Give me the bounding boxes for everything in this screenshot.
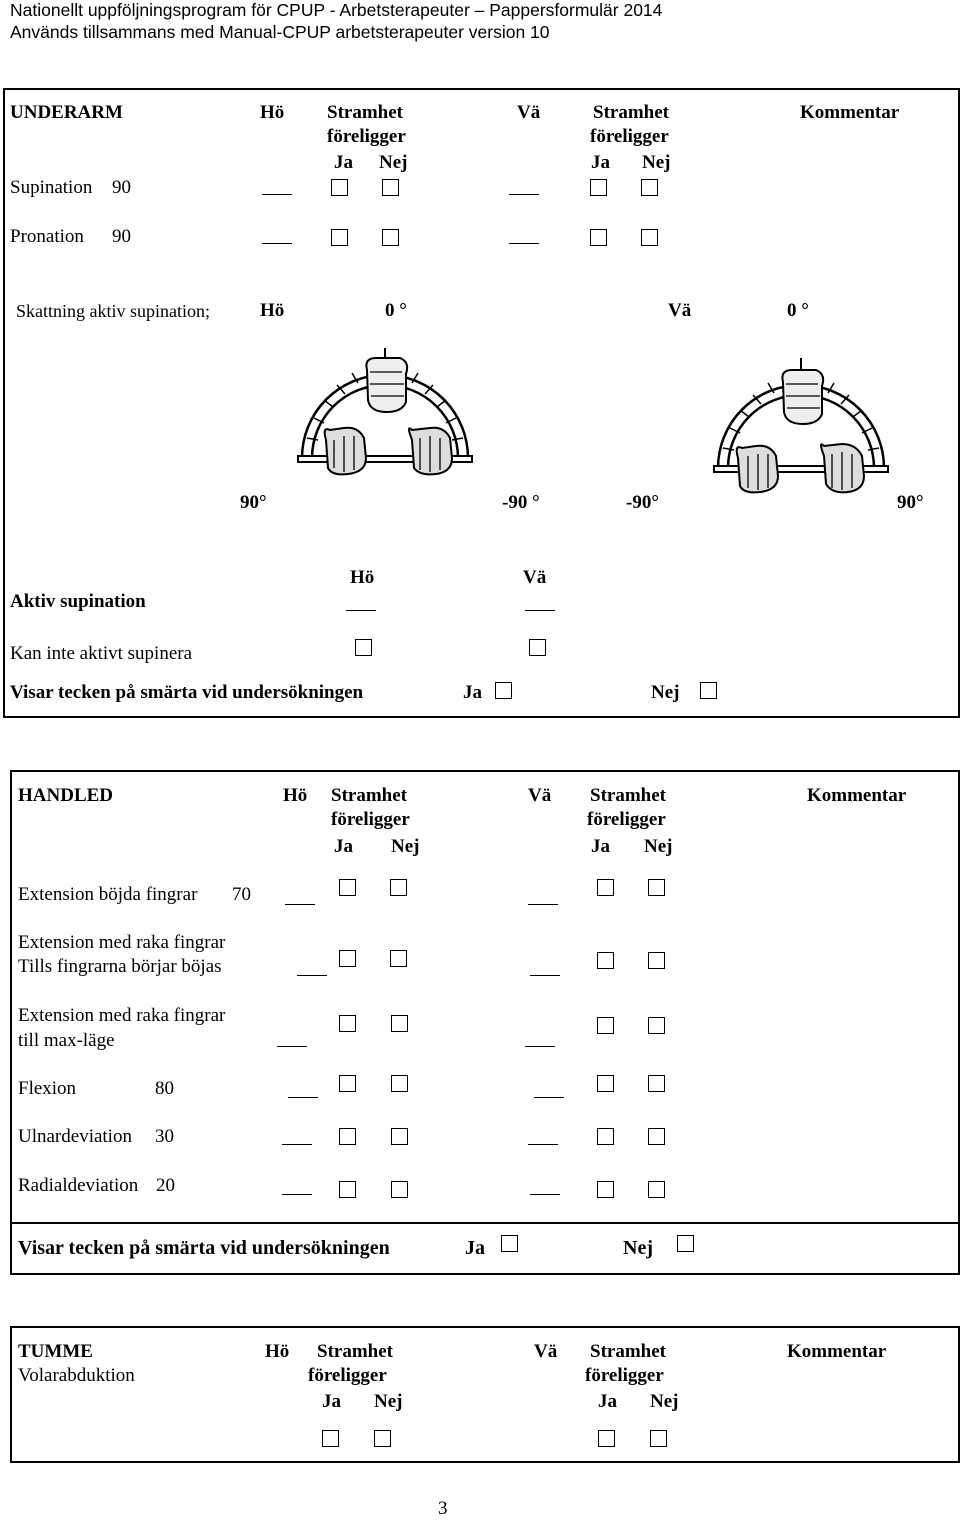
pronation-label: Pronation — [10, 226, 84, 247]
handled-row2-ho-ja-checkbox[interactable] — [339, 950, 356, 967]
handled-row3-ho-nej-checkbox[interactable] — [391, 1015, 408, 1032]
skattning-ho: Hö — [260, 300, 285, 321]
underarm-va-nej: Nej — [642, 152, 671, 173]
handled-row4-va-ja-checkbox[interactable] — [597, 1075, 614, 1092]
handled-row6-label: Radialdeviation — [18, 1175, 139, 1196]
tumme-va-ja: Ja — [598, 1391, 617, 1412]
underarm-ho-header: Hö — [260, 102, 285, 123]
supination-value: 90 — [112, 177, 131, 198]
underarm-pain-ja-label: Ja — [463, 682, 482, 703]
handled-row4-ho-ja-checkbox[interactable] — [339, 1075, 356, 1092]
handled-row6-ho-ja-checkbox[interactable] — [339, 1181, 356, 1198]
aktiv-ho-header: Hö — [350, 567, 375, 588]
pronation-value: 90 — [112, 226, 131, 247]
handled-va-header: Vä — [528, 785, 552, 806]
handled-row2-va-ja-checkbox[interactable] — [597, 952, 614, 969]
handled-pain-ja-checkbox[interactable] — [501, 1235, 518, 1252]
document-header-line2: Används tillsammans med Manual-CPUP arbetsterapeuter version 10 — [10, 22, 550, 42]
underarm-title: UNDERARM — [10, 102, 123, 123]
underarm-ho-stramhet: Stramhet — [327, 102, 403, 123]
handled-row1-value: 70 — [232, 884, 251, 905]
supination-ho-ja-checkbox[interactable] — [331, 179, 348, 196]
handled-row4-va-nej-checkbox[interactable] — [648, 1075, 665, 1092]
tumme-va-stramhet: Stramhet — [590, 1341, 666, 1362]
handled-pain-nej-checkbox[interactable] — [677, 1235, 694, 1252]
handled-row3-ho-ja-checkbox[interactable] — [339, 1015, 356, 1032]
handled-row5-value: 30 — [155, 1126, 174, 1147]
tumme-row-label: Volarabduktion — [18, 1365, 135, 1386]
skattning-va: Vä — [668, 300, 692, 321]
handled-row3-va-nej-checkbox[interactable] — [648, 1017, 665, 1034]
aktiv-supination-label: Aktiv supination — [10, 591, 146, 612]
page-number: 3 — [438, 1498, 448, 1519]
underarm-ho-foreligger: föreligger — [327, 126, 406, 147]
handled-row2-label: Extension med raka fingrar — [18, 932, 226, 953]
handled-row5-ho-nej-checkbox[interactable] — [391, 1128, 408, 1145]
tumme-va-foreligger: föreligger — [585, 1365, 664, 1386]
handled-ho-stramhet: Stramhet — [331, 785, 407, 806]
underarm-pain-label: Visar tecken på smärta vid undersökningen — [10, 682, 364, 703]
supination-ho-nej-checkbox[interactable] — [382, 179, 399, 196]
handled-row1-ho-input[interactable] — [285, 904, 315, 905]
handled-row6-ho-input[interactable] — [282, 1194, 312, 1195]
handled-row6-va-input[interactable] — [530, 1194, 560, 1195]
underarm-va-ja: Ja — [591, 152, 610, 173]
handled-row5-ho-input[interactable] — [282, 1144, 312, 1145]
handled-row1-va-nej-checkbox[interactable] — [648, 879, 665, 896]
handled-pain-ja-label: Ja — [465, 1237, 485, 1259]
handled-row5-va-ja-checkbox[interactable] — [597, 1128, 614, 1145]
tumme-va-nej-checkbox[interactable] — [650, 1430, 667, 1447]
underarm-va-stramhet: Stramhet — [593, 102, 669, 123]
handled-row5-label: Ulnardeviation — [18, 1126, 132, 1147]
pronation-va-input[interactable] — [509, 243, 539, 244]
handled-va-stramhet: Stramhet — [590, 785, 666, 806]
aktiv-va-header: Vä — [523, 567, 547, 588]
aktiv-supination-ho-input[interactable] — [346, 610, 376, 611]
handled-row2-ho-nej-checkbox[interactable] — [390, 950, 407, 967]
tumme-ho-ja: Ja — [322, 1391, 341, 1412]
handled-row6-value: 20 — [156, 1175, 175, 1196]
handled-pain-nej-label: Nej — [623, 1237, 653, 1259]
skattning-ho-value: 0 ° — [385, 300, 407, 321]
scale-label-right-va: 90° — [897, 492, 924, 513]
underarm-kommentar-header: Kommentar — [800, 102, 900, 123]
handled-ho-header: Hö — [283, 785, 308, 806]
pronation-va-ja-checkbox[interactable] — [590, 229, 607, 246]
handled-row3-va-input[interactable] — [525, 1046, 555, 1047]
tumme-ho-header: Hö — [265, 1341, 290, 1362]
handled-row5-va-nej-checkbox[interactable] — [648, 1128, 665, 1145]
supination-scale-illustration-right — [708, 352, 894, 500]
tumme-va-header: Vä — [534, 1341, 558, 1362]
document-header-line1: Nationellt uppföljningsprogram för CPUP - Arbetsterapeuter – Pappersformulär 2014 — [10, 0, 663, 20]
handled-title: HANDLED — [18, 785, 114, 806]
tumme-title: TUMME — [18, 1341, 93, 1362]
pronation-ho-input[interactable] — [262, 243, 292, 244]
underarm-va-header: Vä — [517, 102, 541, 123]
tumme-ho-foreligger: föreligger — [308, 1365, 387, 1386]
skattning-va-value: 0 ° — [787, 300, 809, 321]
scale-label-right-ho: -90 ° — [502, 492, 540, 513]
handled-row3-label2: till max-läge — [18, 1030, 115, 1051]
handled-row1-ho-ja-checkbox[interactable] — [339, 879, 356, 896]
scale-label-left-va: -90° — [626, 492, 659, 513]
kan-inte-va-checkbox[interactable] — [529, 639, 546, 656]
handled-row4-va-input[interactable] — [534, 1097, 564, 1098]
pronation-ho-ja-checkbox[interactable] — [331, 229, 348, 246]
scale-label-left-ho: 90° — [240, 492, 267, 513]
supination-label: Supination — [10, 177, 93, 198]
handled-va-foreligger: föreligger — [587, 809, 666, 830]
handled-row1-label: Extension böjda fingrar — [18, 884, 198, 905]
handled-row2-label2: Tills fingrarna börjar böjas — [18, 956, 222, 977]
underarm-ho-ja: Ja — [334, 152, 353, 173]
supination-ho-input[interactable] — [262, 194, 292, 195]
handled-pain-label: Visar tecken på smärta vid undersökningen — [18, 1237, 390, 1259]
handled-row6-ho-nej-checkbox[interactable] — [391, 1181, 408, 1198]
handled-va-ja: Ja — [591, 836, 610, 857]
handled-row2-ho-input[interactable] — [297, 975, 327, 976]
tumme-ho-ja-checkbox[interactable] — [322, 1430, 339, 1447]
handled-row4-value: 80 — [155, 1078, 174, 1099]
underarm-pain-nej-label: Nej — [651, 682, 680, 703]
handled-row6-va-ja-checkbox[interactable] — [597, 1181, 614, 1198]
aktiv-supination-va-input[interactable] — [525, 610, 555, 611]
pronation-va-nej-checkbox[interactable] — [641, 229, 658, 246]
tumme-ho-stramhet: Stramhet — [317, 1341, 393, 1362]
underarm-ho-nej: Nej — [379, 152, 408, 173]
handled-ho-nej: Nej — [391, 836, 420, 857]
handled-divider — [10, 1222, 960, 1224]
tumme-ho-nej-checkbox[interactable] — [374, 1430, 391, 1447]
tumme-ho-nej: Nej — [374, 1391, 403, 1412]
handled-row3-label: Extension med raka fingrar — [18, 1005, 226, 1026]
supination-va-ja-checkbox[interactable] — [590, 179, 607, 196]
handled-row3-ho-input[interactable] — [277, 1046, 307, 1047]
handled-row1-va-ja-checkbox[interactable] — [597, 879, 614, 896]
handled-ho-ja: Ja — [334, 836, 353, 857]
underarm-va-foreligger: föreligger — [590, 126, 669, 147]
tumme-kommentar-header: Kommentar — [787, 1341, 887, 1362]
tumme-va-nej: Nej — [650, 1391, 679, 1412]
handled-row2-va-nej-checkbox[interactable] — [648, 952, 665, 969]
supination-scale-illustration-left — [292, 340, 478, 480]
handled-row4-ho-nej-checkbox[interactable] — [391, 1075, 408, 1092]
handled-row6-va-nej-checkbox[interactable] — [648, 1181, 665, 1198]
handled-ho-foreligger: föreligger — [331, 809, 410, 830]
kan-inte-ho-checkbox[interactable] — [355, 639, 372, 656]
kan-inte-label: Kan inte aktivt supinera — [10, 643, 193, 664]
underarm-pain-ja-checkbox[interactable] — [495, 682, 512, 699]
handled-row5-va-input[interactable] — [528, 1144, 558, 1145]
pronation-ho-nej-checkbox[interactable] — [382, 229, 399, 246]
handled-row1-va-input[interactable] — [528, 904, 558, 905]
handled-row3-va-ja-checkbox[interactable] — [597, 1017, 614, 1034]
supination-va-nej-checkbox[interactable] — [641, 179, 658, 196]
tumme-va-ja-checkbox[interactable] — [598, 1430, 615, 1447]
underarm-pain-nej-checkbox[interactable] — [700, 682, 717, 699]
handled-row1-ho-nej-checkbox[interactable] — [390, 879, 407, 896]
skattning-label: Skattning aktiv supination; — [16, 301, 210, 321]
handled-row5-ho-ja-checkbox[interactable] — [339, 1128, 356, 1145]
handled-row2-va-input[interactable] — [530, 975, 560, 976]
handled-kommentar-header: Kommentar — [807, 785, 907, 806]
handled-row4-ho-input[interactable] — [288, 1097, 318, 1098]
handled-row4-label: Flexion — [18, 1078, 77, 1099]
handled-va-nej: Nej — [644, 836, 673, 857]
supination-va-input[interactable] — [509, 194, 539, 195]
